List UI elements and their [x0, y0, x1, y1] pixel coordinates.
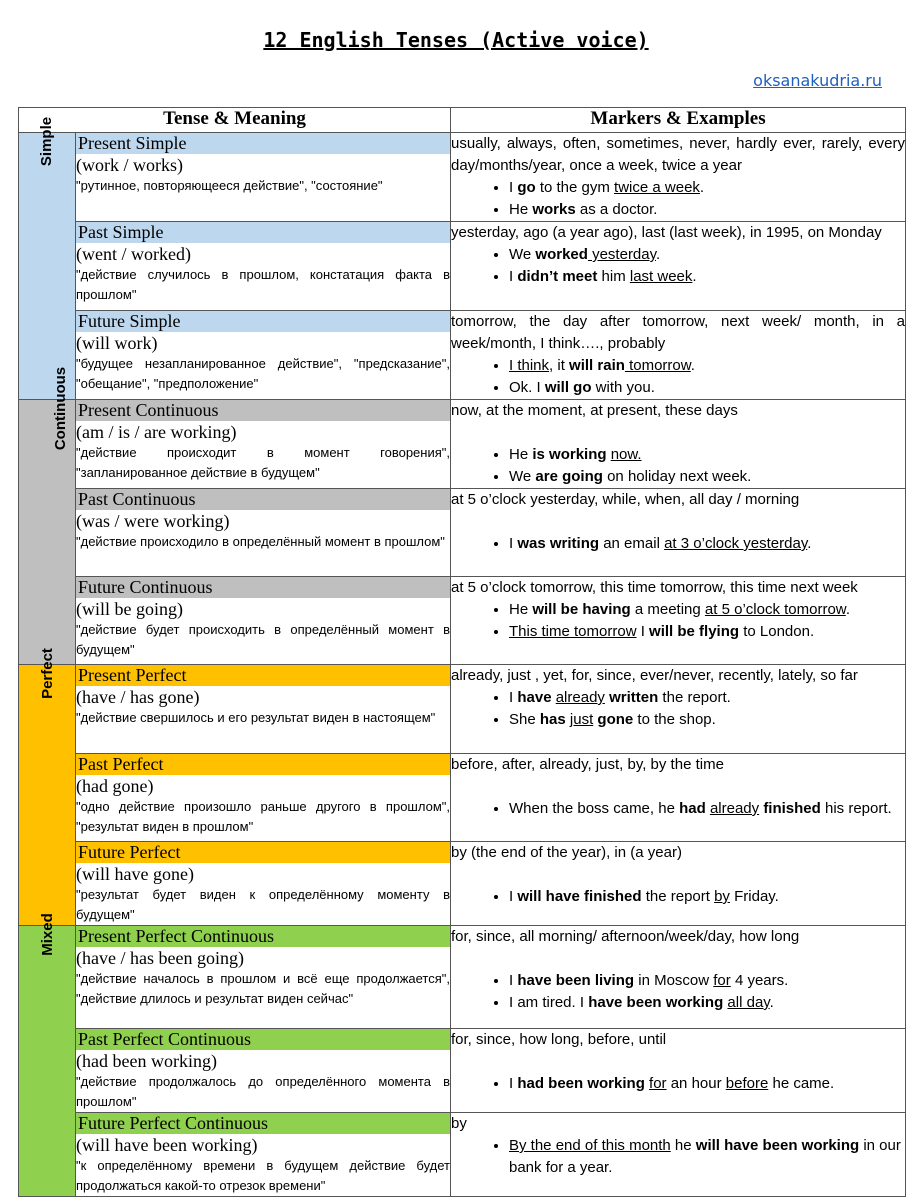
markers-cell: [451, 665, 906, 754]
examples-list: [451, 886, 905, 908]
tense-cell: [76, 665, 451, 754]
tense-name: Future Continuous: [76, 577, 450, 598]
examples-list: [451, 244, 905, 288]
examples-list: [451, 533, 905, 555]
tenses-table: [18, 107, 906, 1197]
tense-form: (am / is / are working): [76, 422, 237, 442]
tense-description: "действие происходило в определённый момент в прошлом": [76, 534, 445, 549]
tense-cell: [76, 489, 451, 577]
tense-form: (was / were working): [76, 511, 230, 531]
tense-description: "действие будет происходить в определённый момент в будущем": [76, 622, 450, 657]
header-markers-examples: Markers & Examples: [451, 108, 906, 133]
markers-text: already, just , yet, for, since, ever/never, recently, lately, so far: [451, 667, 858, 684]
example-item: • He works as a doctor.: [509, 199, 905, 221]
tense-cell: [76, 222, 451, 311]
markers-text: at 5 o’clock tomorrow, this time tomorrow, this time next week: [451, 579, 858, 596]
example-item: • I go to the gym twice a week.: [509, 177, 905, 199]
group-mixed: Mixed: [19, 926, 76, 1197]
tense-form: (will have gone): [76, 864, 194, 884]
tense-name: Future Perfect Continuous: [76, 1113, 450, 1134]
tense-name: Future Perfect: [76, 842, 450, 863]
tense-name: Past Simple: [76, 222, 450, 243]
markers-text: yesterday, ago (a year ago), last (last week), in 1995, on Monday: [451, 224, 882, 241]
examples-list: [451, 1135, 905, 1179]
tense-name: Future Simple: [76, 311, 450, 332]
tense-description: "результат будет виден к определённому моменту в будущем": [76, 887, 450, 922]
tense-description: "действие случилось в прошлом, констатация факта в прошлом": [76, 267, 450, 302]
row-present-perfect: [19, 665, 906, 754]
markers-cell: [451, 400, 906, 489]
tense-name: Present Continuous: [76, 400, 450, 421]
tense-form: (have / has gone): [76, 687, 200, 707]
tense-form: (will be going): [76, 599, 183, 619]
markers-cell: [451, 926, 906, 1029]
examples-list: [451, 970, 905, 1014]
tense-name: Past Perfect Continuous: [76, 1029, 450, 1050]
tense-cell: [76, 1029, 451, 1113]
tense-form: (have / has been going): [76, 948, 244, 968]
page-title: 12 English Tenses (Active voice): [263, 28, 649, 52]
tense-cell: [76, 133, 451, 222]
group-continuous: Continuous: [19, 400, 76, 665]
row-past-perfect-continuous: [19, 1029, 906, 1113]
tense-cell: [76, 1113, 451, 1197]
examples-list: [451, 1073, 905, 1095]
examples-list: [451, 599, 905, 643]
row-future-perfect-continuous: [19, 1113, 906, 1197]
row-future-perfect: [19, 842, 906, 926]
tense-cell: [76, 926, 451, 1029]
example-item: • I am tired. I have been working all day.: [509, 992, 905, 1014]
example-item: • This time tomorrow I will be flying to London.: [509, 621, 905, 643]
tense-form: (had been working): [76, 1051, 217, 1071]
row-past-perfect: [19, 754, 906, 842]
row-present-perfect-continuous: [19, 926, 906, 1029]
tense-cell: [76, 754, 451, 842]
site-link[interactable]: oksanakudria.ru: [753, 71, 882, 90]
tense-description: "к определённому времени в будущем действие будет продолжаться какой-то отрезок времени": [76, 1158, 450, 1193]
markers-cell: [451, 133, 906, 222]
tense-name: Past Perfect: [76, 754, 450, 775]
example-item: • Ok. I will go with you.: [509, 377, 905, 399]
tense-name: Past Continuous: [76, 489, 450, 510]
markers-text: now, at the moment, at present, these days: [451, 402, 738, 419]
examples-list: [451, 177, 905, 221]
header-row: [19, 108, 906, 133]
example-item: • I had been working for an hour before he came.: [509, 1073, 905, 1095]
example-item: • He is working now.: [509, 444, 905, 466]
row-present-simple: [19, 133, 906, 222]
row-future-simple: [19, 311, 906, 400]
tense-cell: [76, 842, 451, 926]
example-item: • I have already written the report.: [509, 687, 905, 709]
tense-description: "одно действие произошло раньше другого в прошлом", "результат виден в прошлом": [76, 799, 450, 834]
row-past-simple: [19, 222, 906, 311]
tense-cell: [76, 400, 451, 489]
tense-name: Present Simple: [76, 133, 450, 154]
markers-cell: [451, 1029, 906, 1113]
tense-description: "рутинное, повторяющееся действие", "состояние": [76, 178, 383, 193]
tense-form: (will have been working): [76, 1135, 258, 1155]
tense-description: "будущее незапланированное действие", "предсказание", "обещание", "предположение": [76, 356, 450, 391]
markers-cell: [451, 754, 906, 842]
example-item: • I was writing an email at 3 o’clock yesterday.: [509, 533, 905, 555]
example-item: • I have been living in Moscow for 4 years.: [509, 970, 905, 992]
example-item: • She has just gone to the shop.: [509, 709, 905, 731]
tense-form: (work / works): [76, 155, 183, 175]
tense-form: (went / worked): [76, 244, 191, 264]
markers-text: for, since, all morning/ afternoon/week/day, how long: [451, 928, 800, 945]
tense-description: "действие началось в прошлом и всё еще продолжается", "действие длилось и результат виден сейчас": [76, 971, 450, 1006]
markers-text: by: [451, 1115, 467, 1132]
header-tense-meaning: Tense & Meaning: [19, 108, 451, 133]
example-item: • I will have finished the report by Friday.: [509, 886, 905, 908]
row-present-continuous: [19, 400, 906, 489]
examples-list: [451, 444, 905, 488]
markers-text: tomorrow, the day after tomorrow, next week/ month, in a week/month, I think…., probably: [451, 313, 905, 352]
tense-description: "действие свершилось и его результат виден в настоящем": [76, 710, 436, 725]
tense-name: Present Perfect Continuous: [76, 926, 450, 947]
tense-cell: [76, 311, 451, 400]
markers-text: before, after, already, just, by, by the time: [451, 756, 724, 773]
markers-cell: [451, 311, 906, 400]
tense-description: "действие происходит в момент говорения", "запланированное действие в будущем": [76, 445, 450, 480]
row-future-continuous: [19, 577, 906, 665]
example-item: • We are going on holiday next week.: [509, 466, 905, 488]
tense-form: (will work): [76, 333, 158, 353]
examples-list: [451, 355, 905, 399]
tense-cell: [76, 577, 451, 665]
example-item: • By the end of this month he will have been working in our bank for a year.: [509, 1135, 905, 1179]
row-past-continuous: [19, 489, 906, 577]
markers-cell: [451, 489, 906, 577]
markers-text: by (the end of the year), in (a year): [451, 844, 682, 861]
example-item: • He will be having a meeting at 5 o’clock tomorrow.: [509, 599, 905, 621]
markers-cell: [451, 842, 906, 926]
markers-cell: [451, 577, 906, 665]
markers-cell: [451, 1113, 906, 1197]
tense-form: (had gone): [76, 776, 154, 796]
group-simple: Simple: [19, 133, 76, 400]
example-item: • I didn’t meet him last week.: [509, 266, 905, 288]
markers-text: usually, always, often, sometimes, never, hardly ever, rarely, every day/months/year, once a week, twice a year: [451, 135, 905, 174]
tense-name: Present Perfect: [76, 665, 450, 686]
markers-text: for, since, how long, before, until: [451, 1031, 667, 1048]
markers-cell: [451, 222, 906, 311]
tense-description: "действие продолжалось до определённого момента в прошлом": [76, 1074, 450, 1109]
example-item: • When the boss came, he had already finished his report.: [509, 798, 905, 820]
examples-list: [451, 798, 905, 820]
examples-list: [451, 687, 905, 731]
markers-text: at 5 o’clock yesterday, while, when, all day / morning: [451, 491, 800, 508]
example-item: • We worked yesterday.: [509, 244, 905, 266]
group-perfect: Perfect: [19, 665, 76, 926]
example-item: • I think, it will rain tomorrow.: [509, 355, 905, 377]
